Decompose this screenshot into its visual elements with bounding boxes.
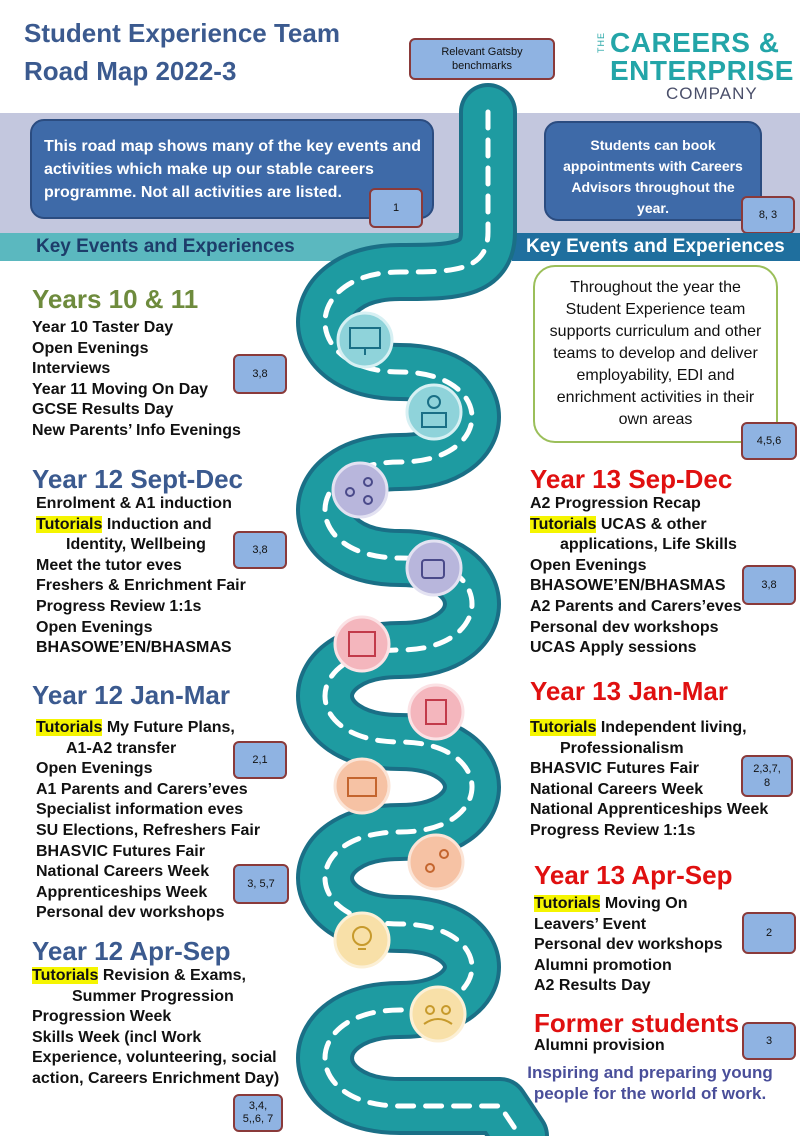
list-item: Summer Progression	[72, 987, 234, 1005]
title-line-2: Road Map 2022-3	[24, 56, 237, 86]
list-item: Identity, Wellbeing	[66, 536, 206, 554]
ribbon-left-label: Key Events and Experiences	[36, 236, 295, 257]
list-item: Progress Review 1:1s	[36, 597, 202, 615]
list-item: Personal dev workshops	[530, 618, 719, 636]
list-item: Open Evenings	[32, 339, 149, 357]
list-item: Progress Review 1:1s	[530, 821, 696, 839]
intro-note-right: Students can book appointments with Careers Advisors throughout the year.	[544, 121, 762, 221]
y13-jan-ref: 2,3,7, 8	[741, 755, 793, 797]
list-item: Meet the tutor eves	[36, 556, 182, 574]
years-10-11-heading: Years 10 & 11	[32, 284, 199, 314]
years-10-11-list	[32, 318, 241, 442]
intro-right-ref: 8, 3	[741, 196, 795, 234]
y13-apr-list	[534, 894, 723, 997]
list-item: Experience, volunteering, social	[32, 1049, 277, 1067]
list-item: Year 10 Taster Day	[32, 319, 174, 336]
list-item: A2 Progression Recap	[530, 495, 701, 512]
years-10-11-ref: 3,8	[233, 354, 287, 394]
tutorials-highlight: Tutorials	[530, 719, 597, 736]
share-icon	[333, 463, 387, 517]
list-item: Year 11 Moving On Day	[32, 380, 209, 398]
list-item: action, Careers Enrichment Day)	[32, 1069, 280, 1087]
list-item: A1-A2 transfer	[66, 739, 177, 757]
list-item: BHASVIC Futures Fair	[530, 760, 699, 778]
list-item: Interviews	[32, 360, 111, 378]
list-item: Open Evenings	[36, 760, 153, 778]
list-item: UCAS Apply sessions	[530, 639, 697, 657]
list-item: Tutorials My Future Plans,	[36, 719, 235, 736]
list-item: National Apprenticeships Week	[530, 801, 769, 819]
support-ref: 4,5,6	[741, 422, 797, 460]
list-item: Skills Week (incl Work	[32, 1028, 202, 1046]
y13-sep-ref: 3,8	[742, 565, 796, 605]
list-item: Alumni promotion	[534, 956, 672, 974]
list-item: GCSE Results Day	[32, 401, 174, 419]
y12-jan-list	[36, 718, 260, 924]
calendar-icon	[335, 617, 389, 671]
tagline: Inspiring and preparing young people for the world of work.	[527, 1063, 773, 1103]
list-item: National Careers Week	[530, 780, 704, 798]
y12-jan-ref-2: 3, 5,7	[233, 864, 289, 904]
title-line-1: Student Experience Team	[24, 18, 340, 48]
ribbon-right-label: Key Events and Experiences	[526, 236, 785, 257]
y12-sept-ref: 3,8	[233, 531, 287, 569]
school-icon	[335, 759, 389, 813]
tutorials-highlight: Tutorials	[32, 967, 99, 984]
y12-jan-heading: Year 12 Jan-Mar	[32, 680, 231, 710]
list-item: Enrolment & A1 induction	[36, 495, 232, 512]
list-item: applications, Life Skills	[560, 536, 737, 554]
y12-apr-ref: 3,4, 5,,6, 7	[233, 1094, 283, 1132]
y13-apr-ref: 2	[742, 912, 796, 954]
list-item: Progression Week	[32, 1008, 172, 1026]
thumbs-up-icon	[407, 541, 461, 595]
y13-jan-heading: Year 13 Jan-Mar	[530, 676, 729, 706]
intro-note-left: This road map shows many of the key events and activities which make up our stable careers programme. Not all activities are listed.	[30, 119, 434, 219]
former-students-ref: 3	[742, 1022, 796, 1060]
y12-apr-heading: Year 12 Apr-Sep	[32, 936, 231, 966]
building-icon	[409, 685, 463, 739]
list-item: Alumni provision	[534, 1037, 665, 1054]
list-item: National Careers Week	[36, 863, 210, 881]
tutorials-highlight: Tutorials	[36, 719, 103, 736]
desk-person-icon	[407, 385, 461, 439]
list-item: New Parents’ Info Evenings	[32, 421, 241, 439]
list-item: Specialist information eves	[36, 801, 244, 819]
y12-sept-heading: Year 12 Sept-Dec	[32, 464, 244, 494]
list-item: BHASVIC Futures Fair	[36, 842, 205, 860]
y13-jan-list	[530, 718, 768, 842]
y12-jan-ref-1: 2,1	[233, 741, 287, 779]
former-students-heading: Former students	[534, 1008, 740, 1038]
former-students-list	[534, 1036, 665, 1057]
list-item: Apprenticeships Week	[36, 883, 208, 901]
list-item: Personal dev workshops	[36, 904, 225, 922]
list-item: BHASOWE’EN/BHASMAS	[36, 639, 232, 657]
y12-apr-list	[32, 966, 279, 1090]
y13-sep-heading: Year 13 Sep-Dec	[530, 464, 733, 494]
list-item: BHASOWE’EN/BHASMAS	[530, 577, 726, 595]
list-item: A1 Parents and Carers’eves	[36, 780, 248, 798]
group-people-icon	[411, 987, 465, 1041]
tutorials-highlight: Tutorials	[36, 515, 103, 533]
list-item: Personal dev workshops	[534, 936, 723, 954]
location-pins-icon	[409, 835, 463, 889]
logo-line-2: ENTERPRISE	[610, 55, 794, 86]
intro-left-ref: 1	[369, 188, 423, 228]
tutorials-highlight: Tutorials	[530, 515, 597, 533]
list-item: A2 Results Day	[534, 977, 651, 995]
list-item: Open Evenings	[530, 556, 647, 574]
support-box: Throughout the year the Student Experience team supports curriculum and other teams to develop and deliver employability, EDI and enrichment activities in their own areas	[533, 265, 778, 443]
y13-apr-heading: Year 13 Apr-Sep	[534, 860, 733, 890]
gatsby-benchmarks-label: Relevant Gatsby benchmarks	[409, 38, 555, 80]
presentation-icon	[338, 313, 392, 367]
list-item: Tutorials Induction and	[36, 515, 212, 533]
list-item: A2 Parents and Carers’eves	[530, 597, 742, 615]
tutorials-highlight: Tutorials	[534, 895, 601, 912]
y12-sept-list	[36, 494, 246, 659]
lightbulb-icon	[335, 913, 389, 967]
list-item: Freshers & Enrichment Fair	[36, 577, 246, 595]
list-item: Tutorials Moving On	[534, 895, 688, 912]
logo-line-3: COMPANY	[666, 84, 758, 103]
list-item: Tutorials Independent living,	[530, 719, 747, 736]
list-item: Open Evenings	[36, 618, 153, 636]
list-item: Professionalism	[560, 739, 684, 757]
list-item: Leavers’ Event	[534, 915, 647, 933]
list-item: SU Elections, Refreshers Fair	[36, 821, 261, 839]
logo-line-1: CAREERS &	[610, 27, 780, 58]
list-item: Tutorials UCAS & other	[530, 515, 707, 533]
y13-sep-list	[530, 494, 742, 659]
logo-the: THE	[596, 32, 606, 53]
list-item: Tutorials Revision & Exams,	[32, 967, 246, 984]
